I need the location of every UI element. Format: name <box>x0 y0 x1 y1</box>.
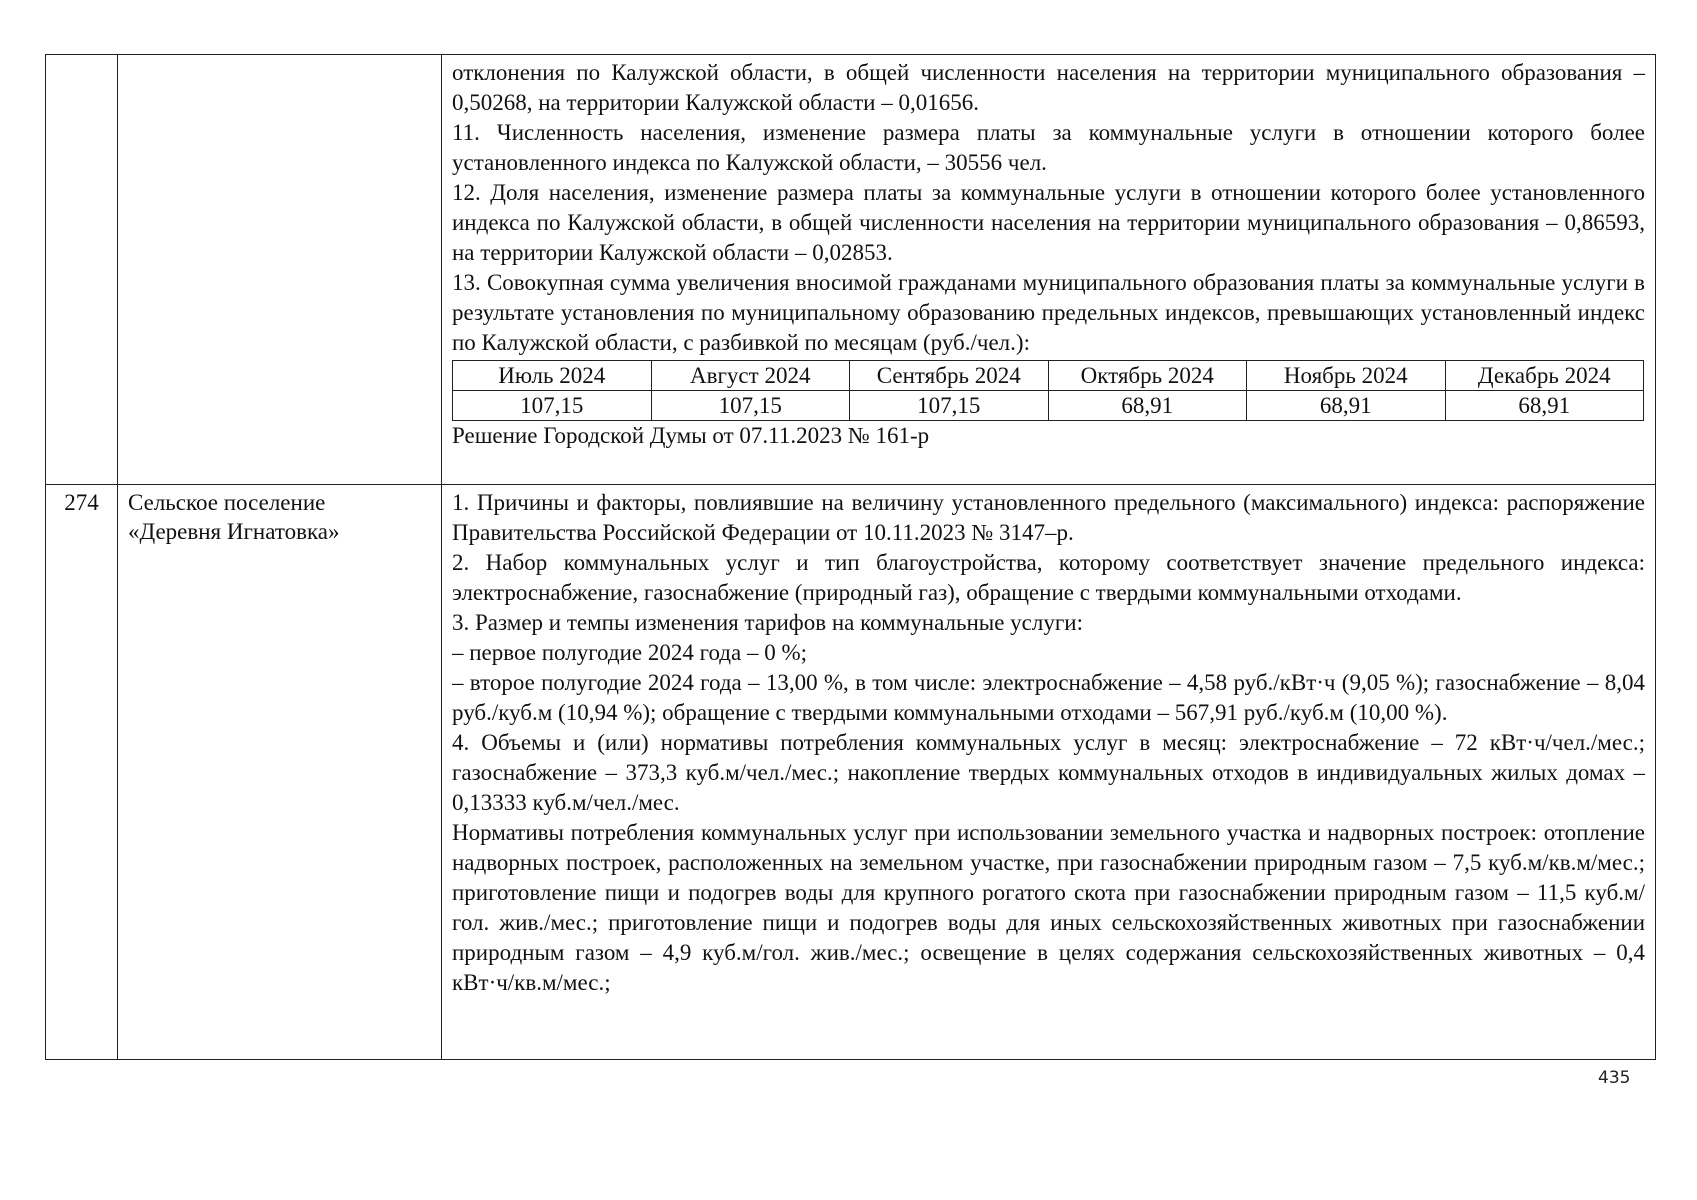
table-row-274 <box>46 485 1656 1060</box>
monthly-value-row <box>453 391 1644 421</box>
paragraph: Нормативы потребления коммунальных услуг при использовании земельного участка и надворных построек: отопление надворных построек, расположенных на земельном участке, при газоснабжении природным газом – 7,5 куб.м/кв.м/мес.; приготовление пищи и подогрев воды для крупного рогатого скота при газоснабжении природным газом – 11,5 куб.м/гол. жив./мес.; приготовление пищи и подогрев воды для иных сельскохозяйственных животных при газоснабжении природным газом – 4,9 куб.м/гол. жив./мес.; освещение в целях содержания сельскохозяйственных животных – 0,4 кВт·ч/кв.м/мес.; <box>452 820 1645 995</box>
month-header: Декабрь 2024 <box>1445 361 1644 391</box>
month-value: 107,15 <box>453 391 652 421</box>
row-number-cell <box>46 55 118 485</box>
info-cell-content <box>452 488 1645 1059</box>
municipality-name-line: «Деревня Игнатовка» <box>128 519 340 544</box>
municipality-name-cell <box>118 55 442 485</box>
paragraph: 4. Объемы и (или) нормативы потребления коммунальных услуг в месяц: электроснабжение – 72 кВт·ч/чел./мес.; газоснабжение – 373,3 куб.м/чел./мес.; накопление твердых коммунальных отходов в индивидуальных жилых домах – 0,13333 куб.м/чел./мес. <box>452 730 1645 815</box>
month-value: 107,15 <box>850 391 1049 421</box>
info-cell <box>442 55 1656 485</box>
monthly-header-row <box>453 361 1644 391</box>
municipality-name-cell <box>118 485 442 1060</box>
row-number-cell <box>46 485 118 1060</box>
page-number: 435 <box>1598 1068 1631 1088</box>
paragraph: – первое полугодие 2024 года – 0 %; <box>452 640 808 665</box>
paragraph: – второе полугодие 2024 года – 13,00 %, в том числе: электроснабжение – 4,58 руб./кВт·ч (9,05 %); газоснабжение – 8,04 руб./куб.м (10,94 %); обращение с твердыми коммунальными отходами – 567,91 руб./куб.м (10,00 %). <box>452 670 1645 725</box>
month-value: 68,91 <box>1048 391 1247 421</box>
paragraph: 2. Набор коммунальных услуг и тип благоустройства, которому соответствует значение предельного индекса: электроснабжение, газоснабжение (природный газ), обращение с твердыми коммунальными отходами. <box>452 550 1645 605</box>
month-header: Ноябрь 2024 <box>1247 361 1446 391</box>
decision-text: Решение Городской Думы от 07.11.2023 № 161-р <box>452 423 930 448</box>
row-number: 274 <box>64 490 99 515</box>
paragraph: 11. Численность населения, изменение размера платы за коммунальные услуги в отношении которого более установленного индекса по Калужской области, – 30556 чел. <box>452 120 1645 175</box>
paragraph: 1. Причины и факторы, повлиявшие на величину установленного предельного (максимального) индекса: распоряжение Правительства Российской Федерации от 10.11.2023 № 3147–р. <box>452 490 1645 545</box>
municipality-name-line: Сельское поселение <box>128 490 326 515</box>
paragraph: 3. Размер и темпы изменения тарифов на коммунальные услуги: <box>452 610 1083 635</box>
table-row-continued <box>46 55 1656 485</box>
month-value: 107,15 <box>651 391 850 421</box>
month-header: Июль 2024 <box>453 361 652 391</box>
month-header: Август 2024 <box>651 361 850 391</box>
info-cell <box>442 485 1656 1060</box>
month-value: 68,91 <box>1247 391 1446 421</box>
month-header: Октябрь 2024 <box>1048 361 1247 391</box>
month-value: 68,91 <box>1445 391 1644 421</box>
municipal-index-table <box>45 54 1656 1060</box>
month-header: Сентябрь 2024 <box>850 361 1049 391</box>
paragraph: 13. Совокупная сумма увеличения вносимой гражданами муниципального образования платы за коммунальные услуги в результате установления по муниципальному образованию предельных индексов, превышающих установленный индекс по Калужской области, с разбивкой по месяцам (руб./чел.): <box>452 270 1645 355</box>
monthly-sum-table <box>452 360 1644 421</box>
paragraph: отклонения по Калужской области, в общей численности населения на территории муниципального образования – 0,50268, на территории Калужской области – 0,01656. <box>452 60 1645 115</box>
paragraph: 12. Доля населения, изменение размера платы за коммунальные услуги в отношении которого более установленного индекса по Калужской области, в общей численности населения на территории муниципального образования – 0,86593, на территории Калужской области – 0,02853. <box>452 180 1645 265</box>
